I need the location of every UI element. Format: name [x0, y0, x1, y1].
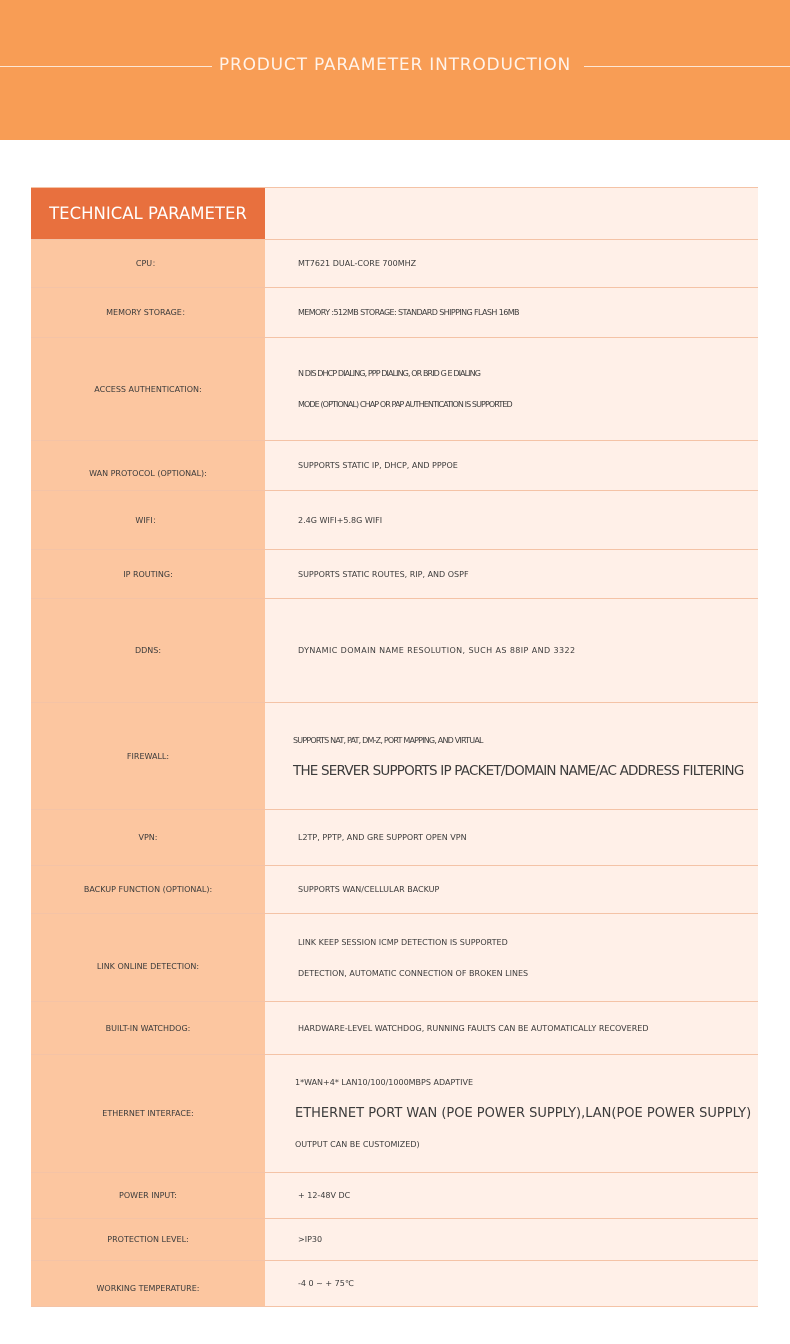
row-value — [265, 599, 758, 702]
row-label: BACKUP FUNCTION (OPTIONAL): — [31, 866, 265, 913]
row-label: BUILT-IN WATCHDOG: — [31, 1002, 265, 1054]
table-row-ethernet-interface — [31, 1055, 758, 1173]
row-value — [265, 914, 758, 1001]
row-value-line: OUTPUT CAN BE CUSTOMIZED) — [295, 1140, 420, 1149]
row-value-line: SUPPORTS NAT, PAT, DM-Z, PORT MAPPING, AND VIRTUAL — [293, 736, 483, 745]
table-row-firewall — [31, 703, 758, 810]
table-row-wan-protocol — [31, 441, 758, 491]
row-value-line: SUPPORTS STATIC IP, DHCP, AND PPPOE — [298, 461, 458, 470]
row-value-line: 1*WAN+4* LAN10/100/1000MBPS ADAPTIVE — [295, 1078, 474, 1087]
row-label: DDNS: — [31, 599, 265, 702]
table-row-power-input — [31, 1173, 758, 1219]
row-value — [265, 1173, 758, 1218]
row-label: MEMORY STORAGE： — [31, 288, 265, 337]
parameter-table — [31, 187, 758, 1307]
row-label: POWER INPUT: — [31, 1173, 265, 1218]
banner-divider-right — [584, 66, 790, 67]
table-row-ddns — [31, 599, 758, 703]
table-row-protection-level — [31, 1219, 758, 1261]
row-value-line: DETECTION, AUTOMATIC CONNECTION OF BROKEN LINES — [298, 968, 529, 978]
table-row-backup-function — [31, 866, 758, 914]
row-value-line: MEMORY :512MB STORAGE: STANDARD SHIPPING FLASH 16MB — [298, 308, 519, 317]
row-value-line: MODE (OPTIONAL) CHAP OR PAP AUTHENTICATION IS SUPPORTED — [298, 400, 512, 409]
table-row-access-authentication — [31, 338, 758, 441]
row-value — [265, 1002, 758, 1054]
row-label: WAN PROTOCOL (OPTIONAL): — [31, 441, 265, 490]
table-row-cpu — [31, 240, 758, 288]
row-value — [265, 288, 758, 337]
row-value — [265, 703, 758, 809]
row-value — [265, 240, 758, 287]
row-value — [265, 338, 758, 440]
row-value-line: SUPPORTS STATIC ROUTES, RIP, AND OSPF — [298, 569, 469, 579]
row-value-line: HARDWARE-LEVEL WATCHDOG, RUNNING FAULTS CAN BE AUTOMATICALLY RECOVERED — [298, 1023, 649, 1033]
row-value-line: L2TP, PPTP, AND GRE SUPPORT OPEN VPN — [298, 833, 467, 842]
row-label: LINK ONLINE DETECTION: — [31, 914, 265, 1001]
row-label: IP ROUTING: — [31, 550, 265, 598]
row-value-line: + 12-48V DC — [298, 1191, 351, 1200]
row-value — [265, 491, 758, 549]
row-value-line: N DIS DHCP DIALING, PPP DIALING, OR BRID G E DIALING — [298, 369, 481, 378]
row-value-line: MT7621 DUAL-CORE 700MHZ — [298, 259, 417, 268]
row-label: ETHERNET INTERFACE: — [31, 1055, 265, 1172]
table-row-memory-storage — [31, 288, 758, 338]
row-value-line: DYNAMIC DOMAIN NAME RESOLUTION, SUCH AS 88IP AND 3322 — [298, 646, 576, 655]
table-row-vpn — [31, 810, 758, 866]
row-label: FIREWALL: — [31, 703, 265, 809]
row-label: VPN: — [31, 810, 265, 865]
row-label: PROTECTION LEVEL: — [31, 1219, 265, 1260]
row-value-line: LINK KEEP SESSION ICMP DETECTION IS SUPPORTED — [298, 937, 508, 947]
row-value — [265, 441, 758, 490]
row-value-line: SUPPORTS WAN/CELLULAR BACKUP — [298, 885, 440, 894]
table-row-ip-routing — [31, 550, 758, 599]
row-value — [265, 550, 758, 598]
table-row-wifi — [31, 491, 758, 550]
row-value — [265, 810, 758, 865]
table-row-built-in-watchdog — [31, 1002, 758, 1055]
row-value-line: ETHERNET PORT WAN (POE POWER SUPPLY),LAN(POE POWER SUPPLY) — [295, 1106, 752, 1121]
banner-title: PRODUCT PARAMETER INTRODUCTION — [218, 55, 572, 75]
table-row-working-temperature — [31, 1261, 758, 1307]
table-header-label: TECHNICAL PARAMETER — [31, 188, 265, 239]
row-value-line: 2.4G WIFI+5.8G WIFI — [298, 515, 383, 525]
row-value — [265, 1219, 758, 1260]
table-row-link-online-detection — [31, 914, 758, 1002]
row-label: WORKING TEMPERATURE: — [31, 1261, 265, 1306]
row-value-line: >IP30 — [298, 1235, 323, 1244]
row-value — [265, 866, 758, 913]
row-label: WIFI： — [31, 491, 265, 549]
table-header-row — [31, 187, 758, 240]
row-value — [265, 1055, 758, 1172]
row-value-line: -4 0 ~ + 75℃ — [298, 1279, 354, 1288]
header-banner — [0, 0, 790, 140]
row-label: ACCESS AUTHENTICATION: — [31, 338, 265, 440]
row-value — [265, 1261, 758, 1306]
row-label: CPU： — [31, 240, 265, 287]
row-value-line: THE SERVER SUPPORTS IP PACKET/DOMAIN NAME/AC ADDRESS FILTERING — [293, 763, 744, 779]
